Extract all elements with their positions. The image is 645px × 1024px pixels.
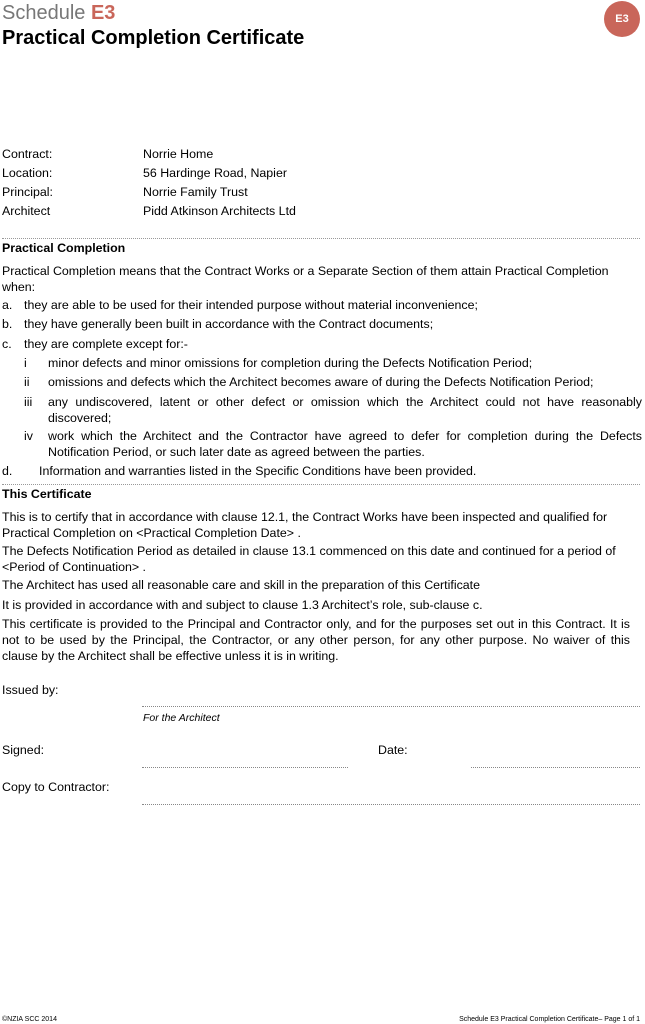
certificate-paragraph: The Defects Notification Period as detailed in clause 13.1 commenced on this date and continued for a period of <Period of Continuation> . — [2, 544, 616, 574]
sub-item-iv — [24, 428, 642, 460]
detail-label: Architect — [2, 203, 51, 218]
list-text: they are able to be used for their intended purpose without material inconvenience; — [24, 298, 478, 312]
sub-text: any undiscovered, latent or other defect or omission which the Architect could not have reasonably discovered; — [48, 395, 642, 425]
list-marker: a. — [2, 298, 13, 312]
sub-marker: ii — [24, 375, 30, 389]
list-marker: c. — [2, 337, 12, 351]
certificate-paragraph: This certificate is provided to the Principal and Contractor only, and for the purposes set out in this Contract. It is not to be used by the Principal, the Contractor, or any other person, for any other purpose. No waiver of this clause by the Architect shall be effective unless it is in writing. — [2, 617, 630, 663]
contract-details — [2, 144, 296, 220]
detail-label: Principal: — [2, 184, 53, 199]
sub-marker: i — [24, 356, 27, 370]
sub-text: work which the Architect and the Contractor have agreed to defer for completion during the Defects Notification Period, or such later date as agreed between the parties. — [48, 429, 642, 459]
list-marker: d. — [2, 464, 13, 478]
detail-row-location — [2, 163, 296, 182]
section-divider — [2, 238, 640, 239]
detail-label: Contract: — [2, 146, 53, 161]
for-architect-caption: For the Architect — [143, 712, 220, 724]
schedule-label — [2, 2, 115, 24]
sub-marker: iii — [24, 395, 33, 409]
signed-label: Signed: — [2, 743, 45, 757]
copy-to-contractor-label: Copy to Contractor: — [2, 780, 110, 794]
sub-marker: iv — [24, 429, 33, 443]
sub-item-iii — [24, 394, 642, 426]
list-text: they are complete except for:- — [24, 337, 188, 351]
detail-value: Norrie Family Trust — [143, 184, 248, 199]
detail-row-contract — [2, 144, 296, 163]
certificate-paragraph: It is provided in accordance with and subject to clause 1.3 Architect’s role, sub-clause c. — [2, 598, 483, 612]
schedule-badge: E3 — [604, 1, 640, 37]
sub-text: omissions and defects which the Architect becomes aware of during the Defects Notification Period; — [48, 375, 594, 389]
practical-completion-intro: Practical Completion means that the Contract Works or a Separate Section of them attain Practical Completion when: — [2, 264, 609, 294]
detail-value: Norrie Home — [143, 146, 214, 161]
list-item-c — [2, 336, 638, 352]
signed-line — [142, 767, 348, 768]
detail-value: Pidd Atkinson Architects Ltd — [143, 203, 296, 218]
section-divider — [2, 484, 640, 485]
certificate-paragraph: This is to certify that in accordance with clause 12.1, the Contract Works have been inspected and qualified for Practical Completion on <Practical Completion Date> . — [2, 510, 608, 540]
footer-copyright: ©NZIA SCC 2014 — [2, 1016, 57, 1023]
sub-item-i — [24, 355, 642, 371]
certificate-heading: This Certificate — [2, 487, 92, 501]
date-label: Date: — [378, 743, 408, 757]
copy-to-contractor-line — [142, 804, 640, 805]
schedule-code: E3 — [90, 2, 116, 24]
list-item-b — [2, 316, 638, 332]
list-text: Information and warranties listed in the Specific Conditions have been provided. — [39, 464, 477, 478]
issued-by-label: Issued by: — [2, 683, 59, 697]
detail-label: Location: — [2, 165, 53, 180]
list-marker: b. — [2, 317, 13, 331]
sub-text: minor defects and minor omissions for completion during the Defects Notification Period; — [48, 356, 533, 370]
list-item-d — [2, 463, 638, 479]
certificate-paragraph: The Architect has used all reasonable care and skill in the preparation of this Certificate — [2, 578, 480, 592]
list-item-a — [2, 297, 638, 313]
detail-row-principal — [2, 182, 296, 201]
list-text: they have generally been built in accordance with the Contract documents; — [24, 317, 434, 331]
schedule-prefix: Schedule — [2, 2, 86, 24]
issued-by-line — [142, 706, 640, 707]
detail-row-architect — [2, 201, 296, 220]
practical-completion-heading: Practical Completion — [2, 241, 126, 255]
sub-item-ii — [24, 374, 642, 390]
date-line — [471, 767, 640, 768]
detail-value: 56 Hardinge Road, Napier — [143, 165, 287, 180]
footer-page-info: Schedule E3 Practical Completion Certificate– Page 1 of 1 — [459, 1016, 640, 1023]
page-title: Practical Completion Certificate — [2, 27, 305, 49]
